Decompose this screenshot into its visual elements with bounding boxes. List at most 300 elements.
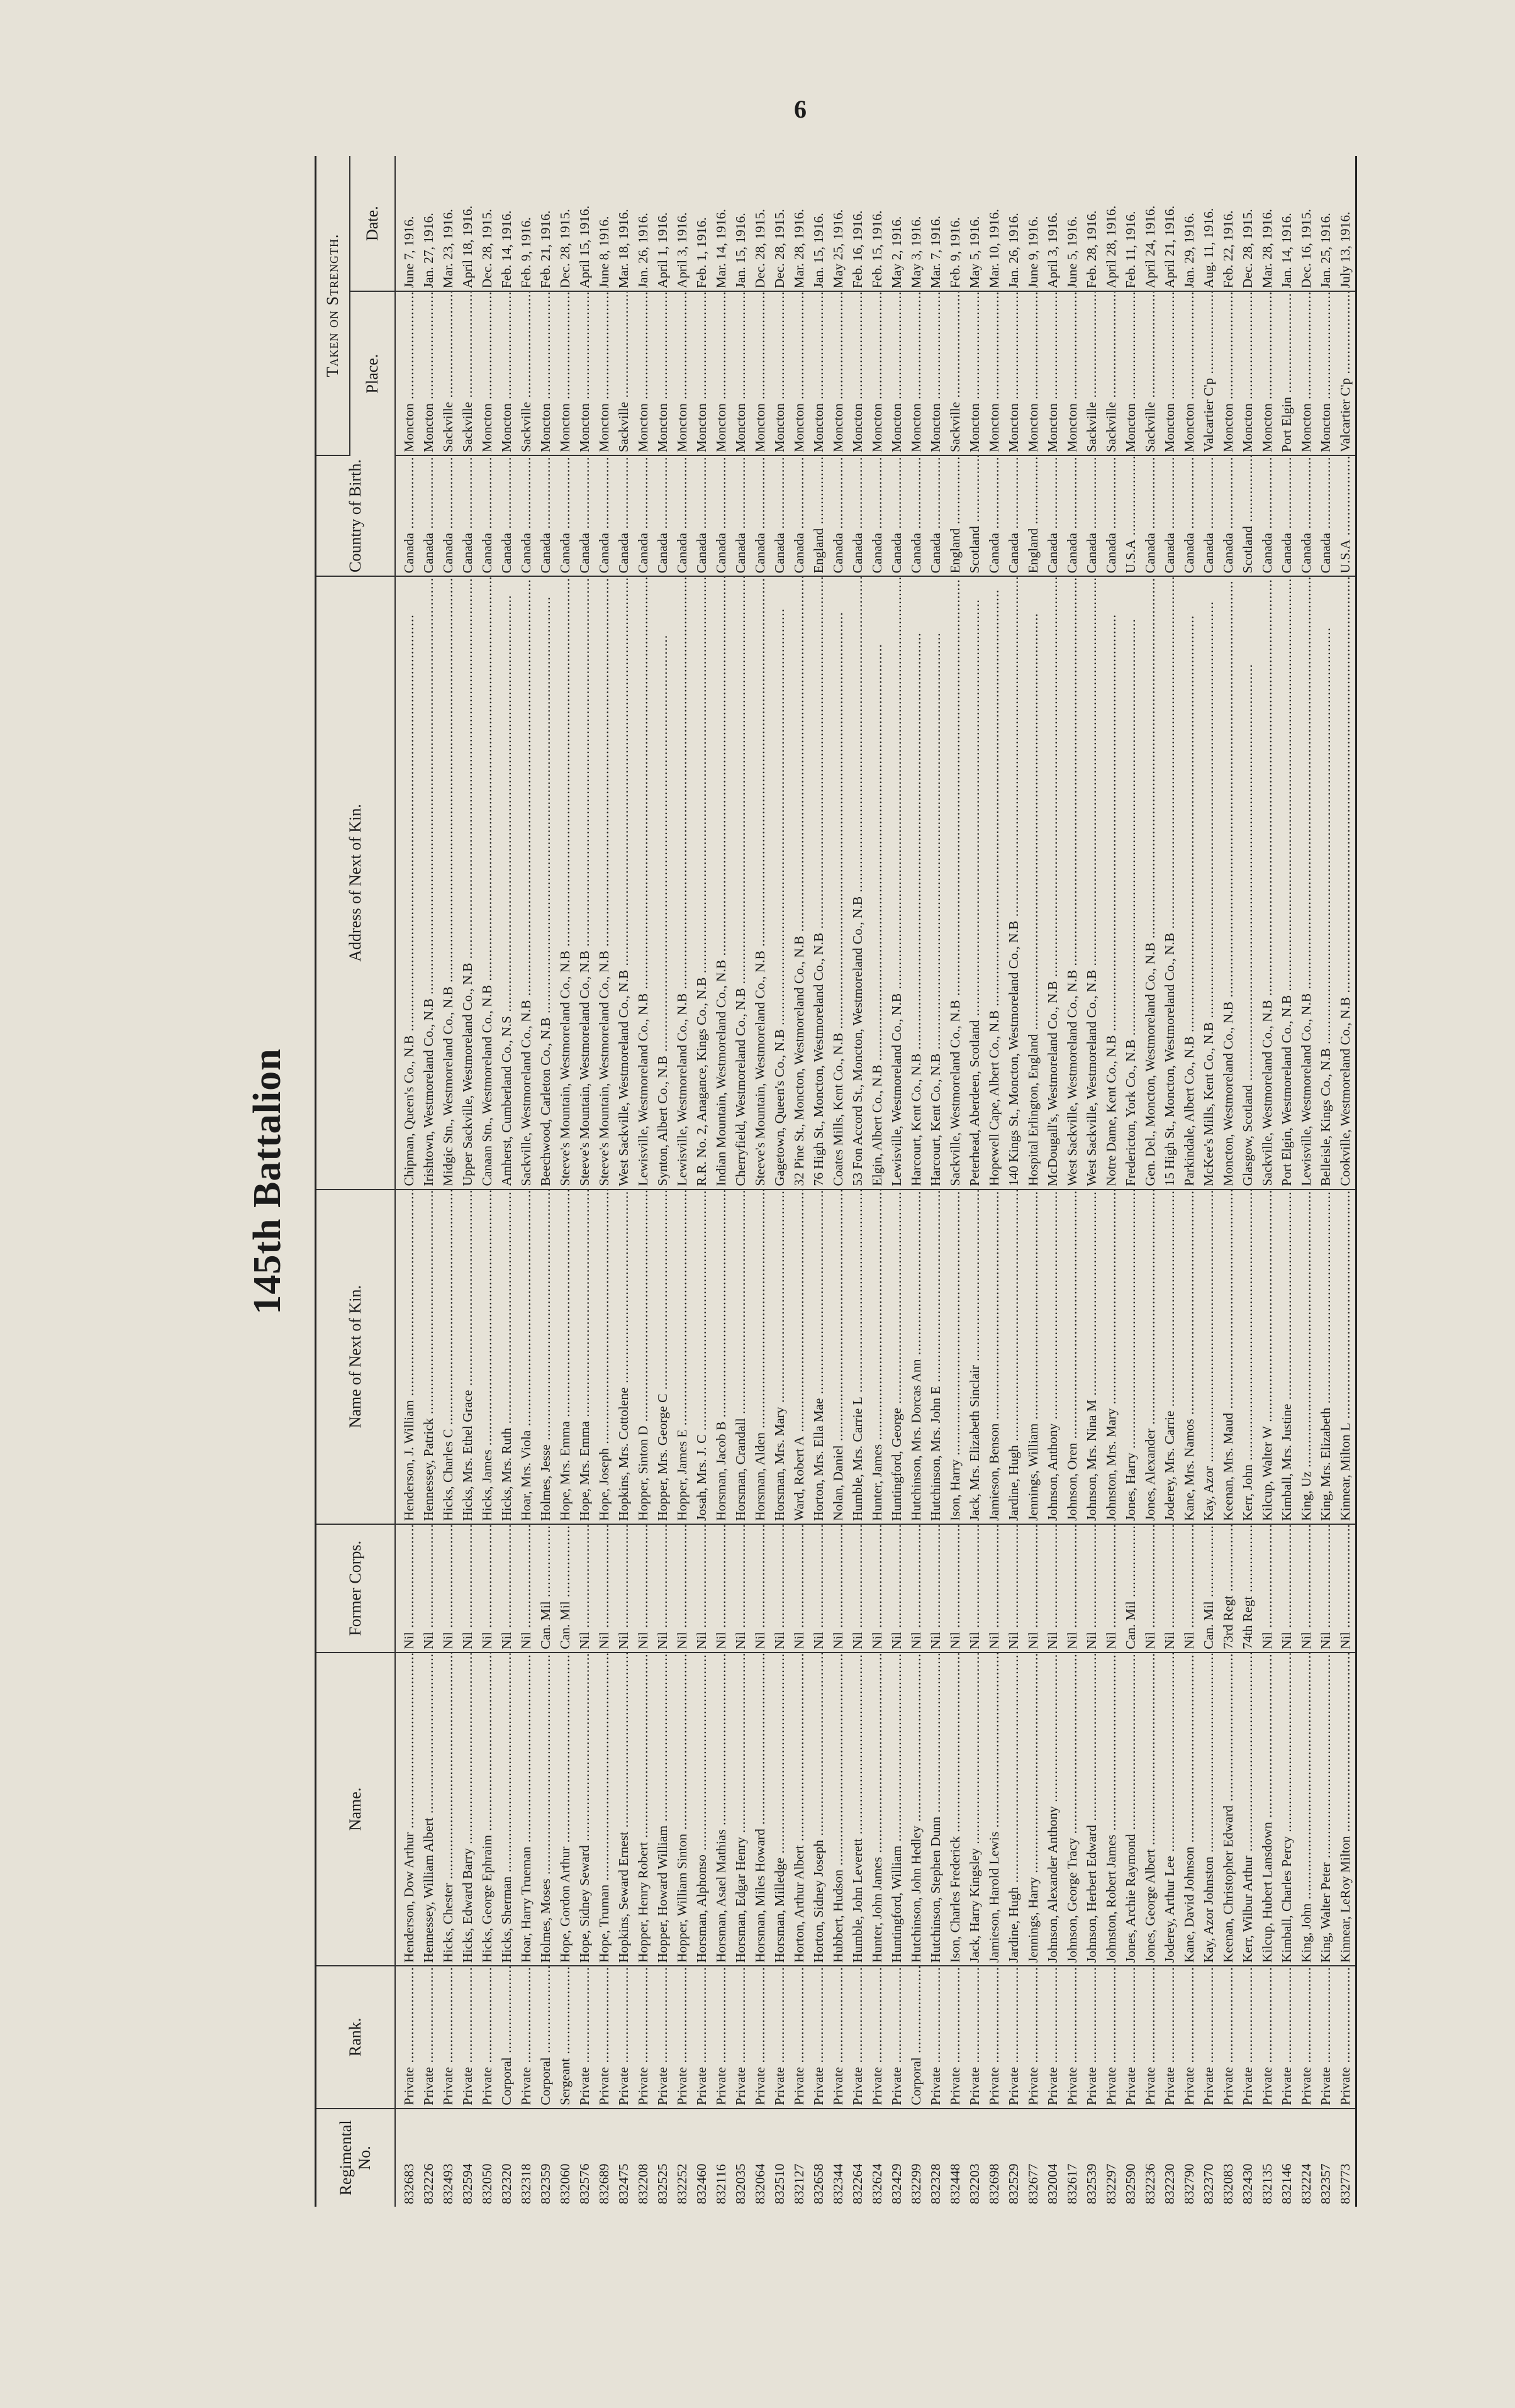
address-cell: 15 High St., Moncton, Westmoreland Co., N.B ..... [1160, 576, 1180, 1189]
rank-cell: Private ..... [1160, 1966, 1180, 2109]
place-cell: Moncton ..... [1160, 291, 1180, 455]
rank-cell: Private ..... [829, 1966, 848, 2109]
place-cell: Moncton ..... [653, 291, 673, 455]
place-cell: Sackville ..... [1141, 291, 1160, 455]
date-cell: Mar. 14, 1916. [712, 156, 731, 291]
rank-cell: Private ..... [1004, 1966, 1024, 2109]
country-cell: Scotland ..... [1238, 455, 1258, 577]
date-cell: May 2, 1916. [887, 156, 907, 291]
table-row [1199, 156, 1219, 2207]
rank-cell: Sergeant ..... [556, 1966, 575, 2109]
address-cell: 53 Fon Accord St., Moncton, Westmoreland Co., N.B ..... [848, 576, 868, 1189]
name-cell: Joderey, Arthur Lee ..... [1160, 1653, 1180, 1966]
next-of-kin-cell: Johnson, Mrs. Nina M ..... [1082, 1190, 1102, 1524]
date-cell: July 13, 1916. [1336, 156, 1356, 291]
country-cell: Canada ..... [439, 455, 458, 577]
name-cell: Hope, Sidney Seward ..... [575, 1653, 595, 1966]
country-cell: Canada ..... [1004, 455, 1024, 577]
place-cell: Sackville ..... [517, 291, 536, 455]
regimental-no-cell: 832510 [772, 2163, 787, 2204]
date-cell: April 1, 1916. [653, 156, 673, 291]
regimental-no-cell: 832146 [1279, 2163, 1294, 2204]
regimental-no-cell: 832252 [674, 2163, 690, 2204]
country-cell: Canada ..... [419, 455, 439, 577]
rank-cell: Private ..... [1043, 1966, 1063, 2109]
next-of-kin-cell: Johnston, Mrs. Mary ..... [1102, 1190, 1121, 1524]
next-of-kin-cell: Nolan, Daniel ..... [829, 1190, 848, 1524]
rank-cell: Corporal ..... [536, 1966, 556, 2109]
country-cell: Canada ..... [907, 455, 926, 577]
former-corps-cell: Nil ..... [946, 1524, 965, 1653]
former-corps-cell: Nil ..... [458, 1524, 478, 1653]
address-cell: Upper Sackville, Westmoreland Co., N.B ..... [458, 576, 478, 1189]
address-cell: Steeve's Mountain, Westmoreland Co., N.B ..... [595, 576, 614, 1189]
address-cell: Lewisville, Westmoreland Co., N.B ..... [673, 576, 692, 1189]
former-corps-cell: Nil ..... [1024, 1524, 1043, 1653]
place-cell: Moncton ..... [1063, 291, 1082, 455]
regimental-no-cell: 832050 [479, 2163, 495, 2204]
former-corps-cell: Nil ..... [614, 1524, 634, 1653]
country-cell: Canada ..... [1063, 455, 1082, 577]
next-of-kin-cell: Jamieson, Benson ..... [985, 1190, 1004, 1524]
former-corps-cell: Nil ..... [1258, 1524, 1277, 1653]
table-row [536, 156, 556, 2207]
date-cell: Mar. 18, 1916. [614, 156, 634, 291]
regimental-no-cell: 832430 [1240, 2163, 1255, 2204]
place-cell: Moncton ..... [1004, 291, 1024, 455]
next-of-kin-cell: Jones, Harry ..... [1121, 1190, 1141, 1524]
country-cell: Canada ..... [731, 455, 751, 577]
place-cell: Moncton ..... [1180, 291, 1199, 455]
country-cell: Canada ..... [848, 455, 868, 577]
place-cell: Moncton ..... [556, 291, 575, 455]
address-cell: R.R. No. 2, Anagance, Kings Co., N.B ..... [692, 576, 712, 1189]
name-cell: Jones, Archie Raymond ..... [1121, 1653, 1141, 1966]
place-cell: Moncton ..... [809, 291, 829, 455]
next-of-kin-cell: Johnson, Anthony ..... [1043, 1190, 1063, 1524]
table-row [1024, 156, 1043, 2207]
country-cell: Canada ..... [653, 455, 673, 577]
date-cell: June 7, 1916. [395, 156, 419, 291]
former-corps-cell: Nil ..... [1160, 1524, 1180, 1653]
address-cell: Coates Mills, Kent Co., N.B ..... [829, 576, 848, 1189]
next-of-kin-cell: Kilcup, Walter W ..... [1258, 1190, 1277, 1524]
name-cell: Jones, George Albert ..... [1141, 1653, 1160, 1966]
former-corps-cell: Nil ..... [653, 1524, 673, 1653]
address-cell: Parkindale, Albert Co., N.B ..... [1180, 576, 1199, 1189]
header-next-of-kin: Name of Next of Kin. [316, 1190, 396, 1524]
regimental-no-cell: 832576 [577, 2163, 592, 2204]
address-cell: Harcourt, Kent Co., N.B ..... [926, 576, 946, 1189]
table-row [478, 156, 497, 2207]
date-cell: Jan. 26, 1916. [634, 156, 653, 291]
name-cell: Hennessey, William Albert ..... [419, 1653, 439, 1966]
country-cell: Canada ..... [770, 455, 790, 577]
date-cell: Feb. 21, 1916. [536, 156, 556, 291]
former-corps-cell: Nil ..... [1004, 1524, 1024, 1653]
country-cell: Canada ..... [1160, 455, 1180, 577]
table-row [731, 156, 751, 2207]
next-of-kin-cell: Jennings, William ..... [1024, 1190, 1043, 1524]
place-cell: Moncton ..... [1024, 291, 1043, 455]
regimental-no-cell: 832370 [1201, 2163, 1216, 2204]
country-cell: Canada ..... [575, 455, 595, 577]
next-of-kin-cell: Hoar, Mrs. Viola ..... [517, 1190, 536, 1524]
roster-table [315, 156, 1357, 2207]
address-cell: West Sackville, Westmoreland Co., N.B ..... [1082, 576, 1102, 1189]
place-cell: Moncton ..... [926, 291, 946, 455]
date-cell: Feb. 1, 1916. [692, 156, 712, 291]
former-corps-cell: Nil ..... [1082, 1524, 1102, 1653]
address-cell: McKee's Mills, Kent Co., N.B ..... [1199, 576, 1219, 1189]
former-corps-cell: Can. Mil ..... [1199, 1524, 1219, 1653]
regimental-no-cell: 832297 [1104, 2163, 1119, 2204]
former-corps-cell: Nil ..... [395, 1524, 419, 1653]
place-cell: Sackville ..... [1102, 291, 1121, 455]
place-cell: Moncton ..... [887, 291, 907, 455]
date-cell: June 8, 1916. [595, 156, 614, 291]
name-cell: Jamieson, Harold Lewis ..... [985, 1653, 1004, 1966]
former-corps-cell: 73rd Regt ..... [1219, 1524, 1238, 1653]
former-corps-cell: Nil ..... [1316, 1524, 1336, 1653]
regimental-no-cell: 832236 [1143, 2163, 1158, 2204]
former-corps-cell: Nil ..... [419, 1524, 439, 1653]
name-cell: Holmes, Moses ..... [536, 1653, 556, 1966]
date-cell: Mar. 10, 1916. [985, 156, 1004, 291]
next-of-kin-cell: Jack, Mrs. Elizabeth Sinclair ..... [965, 1190, 985, 1524]
name-cell: Hopper, Howard William ..... [653, 1653, 673, 1966]
date-cell: Aug. 11, 1916. [1199, 156, 1219, 291]
name-cell: Humble, John Leverett ..... [848, 1653, 868, 1966]
name-cell: Huntingford, William ..... [887, 1653, 907, 1966]
table-row [419, 156, 439, 2207]
place-cell: Moncton ..... [1219, 291, 1238, 455]
place-cell: Moncton ..... [692, 291, 712, 455]
regimental-no-cell: 832689 [596, 2163, 612, 2204]
rank-cell: Private ..... [1199, 1966, 1219, 2109]
place-cell: Moncton ..... [419, 291, 439, 455]
rank-cell: Private ..... [439, 1966, 458, 2109]
next-of-kin-cell: Horton, Mrs. Ella Mae ..... [809, 1190, 829, 1524]
date-cell: Mar. 23, 1916. [439, 156, 458, 291]
name-cell: Horton, Arthur Albert ..... [790, 1653, 809, 1966]
former-corps-cell: Nil ..... [829, 1524, 848, 1653]
rank-cell: Private ..... [653, 1966, 673, 2109]
table-row [1238, 156, 1258, 2207]
name-cell: Horton, Sidney Joseph ..... [809, 1653, 829, 1966]
rank-cell: Private ..... [1063, 1966, 1082, 2109]
name-cell: Jack, Harry Kingsley ..... [965, 1653, 985, 1966]
name-cell: Hopper, Henry Robert ..... [634, 1653, 653, 1966]
rank-cell: Private ..... [1277, 1966, 1297, 2109]
next-of-kin-cell: Johnson, Oren ..... [1063, 1190, 1082, 1524]
date-cell: Jan. 29, 1916. [1180, 156, 1199, 291]
name-cell: Jennings, Harry ..... [1024, 1653, 1043, 1966]
next-of-kin-cell: Hennessey, Patrick ..... [419, 1190, 439, 1524]
next-of-kin-cell: Jones, Alexander ..... [1141, 1190, 1160, 1524]
country-cell: Canada ..... [478, 455, 497, 577]
place-cell: Valcartier C'p ..... [1199, 291, 1219, 455]
name-cell: Horsman, Asael Mathias ..... [712, 1653, 731, 1966]
regimental-no-cell: 832590 [1123, 2163, 1138, 2204]
rank-cell: Private ..... [1082, 1966, 1102, 2109]
regimental-no-cell: 832004 [1045, 2163, 1060, 2204]
next-of-kin-cell: Kimball, Mrs. Justine ..... [1277, 1190, 1297, 1524]
address-cell: Glasgow, Scotland ..... [1238, 576, 1258, 1189]
next-of-kin-cell: Hutchinson, Mrs. John E ..... [926, 1190, 946, 1524]
name-cell: Johnston, Robert James ..... [1102, 1653, 1121, 1966]
place-cell: Moncton ..... [1043, 291, 1063, 455]
table-row [985, 156, 1004, 2207]
former-corps-cell: Nil ..... [1336, 1524, 1356, 1653]
regimental-no-cell: 832208 [635, 2163, 651, 2204]
regimental-no-cell: 832060 [557, 2163, 573, 2204]
rank-cell: Private ..... [595, 1966, 614, 2109]
name-cell: Kane, David Johnson ..... [1180, 1653, 1199, 1966]
name-cell: Kerr, Wilbur Arthur ..... [1238, 1653, 1258, 1966]
former-corps-cell: Nil ..... [887, 1524, 907, 1653]
date-cell: June 9, 1916. [1024, 156, 1043, 291]
place-cell: Moncton ..... [868, 291, 887, 455]
rank-cell: Private ..... [1180, 1966, 1199, 2109]
place-cell: Moncton ..... [595, 291, 614, 455]
country-cell: England ..... [946, 455, 965, 577]
address-cell: Lewisville, Westmoreland Co., N.B ..... [887, 576, 907, 1189]
next-of-kin-cell: Hopper, James E ..... [673, 1190, 692, 1524]
country-cell: Canada ..... [497, 455, 517, 577]
date-cell: Dec. 28, 1915. [478, 156, 497, 291]
place-cell: Moncton ..... [575, 291, 595, 455]
address-cell: Gagetown, Queen's Co., N.B ..... [770, 576, 790, 1189]
date-cell: May 5, 1916. [965, 156, 985, 291]
place-cell: Moncton ..... [985, 291, 1004, 455]
country-cell: Canada ..... [1082, 455, 1102, 577]
rank-cell: Private ..... [478, 1966, 497, 2109]
date-cell: Dec. 28, 1915. [751, 156, 770, 291]
table-row [965, 156, 985, 2207]
address-cell: Belleisle, Kings Co., N.B ..... [1316, 576, 1336, 1189]
table-row [1121, 156, 1141, 2207]
rank-cell: Private ..... [692, 1966, 712, 2109]
date-cell: April 3, 1916. [673, 156, 692, 291]
name-cell: Hubbert, Hudson ..... [829, 1653, 848, 1966]
regimental-no-cell: 832318 [518, 2163, 534, 2204]
regimental-no-cell: 832116 [713, 2164, 729, 2204]
rank-cell: Private ..... [965, 1966, 985, 2109]
rank-cell: Private ..... [848, 1966, 868, 2109]
former-corps-cell: Can. Mil ..... [1121, 1524, 1141, 1653]
former-corps-cell: Nil ..... [907, 1524, 926, 1653]
address-cell: Moncton, Westmoreland Co., N.B ..... [1219, 576, 1238, 1189]
name-cell: Kay, Azor Johnston ..... [1199, 1653, 1219, 1966]
rank-cell: Private ..... [868, 1966, 887, 2109]
former-corps-cell: Nil ..... [673, 1524, 692, 1653]
place-cell: Moncton ..... [536, 291, 556, 455]
next-of-kin-cell: Kane, Mrs. Namos ..... [1180, 1190, 1199, 1524]
former-corps-cell: Nil ..... [751, 1524, 770, 1653]
regimental-no-cell: 832226 [421, 2163, 436, 2204]
address-cell: Lewisville, Westmoreland Co., N.B ..... [1297, 576, 1316, 1189]
regimental-no-cell: 832083 [1221, 2163, 1236, 2204]
table-row [653, 156, 673, 2207]
next-of-kin-cell: Holmes, Jesse ..... [536, 1190, 556, 1524]
regimental-no-cell: 832224 [1299, 2163, 1314, 2204]
table-row [1336, 156, 1356, 2207]
country-cell: U.S.A ..... [1121, 455, 1141, 577]
date-cell: Feb. 16, 1916. [848, 156, 868, 291]
country-cell: Canada ..... [790, 455, 809, 577]
date-cell: Jan. 15, 1916. [809, 156, 829, 291]
table-row [614, 156, 634, 2207]
next-of-kin-cell: Hicks, Charles C ..... [439, 1190, 458, 1524]
next-of-kin-cell: Hopper, Mrs. George C ..... [653, 1190, 673, 1524]
regimental-no-cell: 832539 [1084, 2163, 1099, 2204]
name-cell: Kimball, Charles Percy ..... [1277, 1653, 1297, 1966]
country-cell: Canada ..... [1102, 455, 1121, 577]
name-cell: Hopkins, Seward Ernest ..... [614, 1653, 634, 1966]
former-corps-cell: Nil ..... [1043, 1524, 1063, 1653]
name-cell: Henderson, Dow Arthur ..... [395, 1653, 419, 1966]
next-of-kin-cell: Hope, Mrs. Emma ..... [575, 1190, 595, 1524]
address-cell: Steeve's Mountain, Westmoreland Co., N.B ..... [575, 576, 595, 1189]
place-cell: Moncton ..... [395, 291, 419, 455]
table-row [1141, 156, 1160, 2207]
name-cell: Hicks, Edward Barry ..... [458, 1653, 478, 1966]
name-cell: Hicks, George Ephraim ..... [478, 1653, 497, 1966]
next-of-kin-cell: Hicks, James ..... [478, 1190, 497, 1524]
name-cell: Horsman, Alphonso ..... [692, 1653, 712, 1966]
rank-cell: Private ..... [458, 1966, 478, 2109]
rank-cell: Private ..... [1024, 1966, 1043, 2109]
country-cell: Canada ..... [1258, 455, 1277, 577]
name-cell: Hopper, William Sinton ..... [673, 1653, 692, 1966]
date-cell: April 3, 1916. [1043, 156, 1063, 291]
place-cell: Moncton ..... [1258, 291, 1277, 455]
name-cell: Johnson, Alexander Anthony ..... [1043, 1653, 1063, 1966]
former-corps-cell: Nil ..... [1063, 1524, 1082, 1653]
regimental-no-cell: 832344 [830, 2163, 846, 2204]
regimental-no-cell: 832299 [908, 2163, 924, 2204]
name-cell: Keenan, Christopher Edward ..... [1219, 1653, 1238, 1966]
rank-cell: Private ..... [731, 1966, 751, 2109]
table-row [595, 156, 614, 2207]
former-corps-cell: Nil ..... [439, 1524, 458, 1653]
date-cell: Mar. 28, 1916. [790, 156, 809, 291]
former-corps-cell: Nil ..... [1277, 1524, 1297, 1653]
date-cell: May 25, 1916. [829, 156, 848, 291]
place-cell: Moncton ..... [497, 291, 517, 455]
header-rank: Rank. [316, 1966, 396, 2109]
table-row [1277, 156, 1297, 2207]
former-corps-cell: Nil ..... [517, 1524, 536, 1653]
name-cell: Hutchinson, Stephen Dunn ..... [926, 1653, 946, 1966]
place-cell: Sackville ..... [439, 291, 458, 455]
table-row [1316, 156, 1336, 2207]
place-cell: Valcartier C'p ..... [1336, 291, 1356, 455]
place-cell: Moncton ..... [770, 291, 790, 455]
country-cell: Canada ..... [829, 455, 848, 577]
table-row [751, 156, 770, 2207]
place-cell: Moncton ..... [731, 291, 751, 455]
next-of-kin-cell: Kay, Azor ..... [1199, 1190, 1219, 1524]
country-cell: Canada ..... [712, 455, 731, 577]
next-of-kin-cell: Humble, Mrs. Carrie L ..... [848, 1190, 868, 1524]
date-cell: Dec. 28, 1915. [556, 156, 575, 291]
name-cell: King, John ..... [1297, 1653, 1316, 1966]
table-row [1258, 156, 1277, 2207]
next-of-kin-cell: Hope, Joseph ..... [595, 1190, 614, 1524]
name-cell: Horsman, Edgar Henry ..... [731, 1653, 751, 1966]
address-cell: Elgin, Albert Co., N.B ..... [868, 576, 887, 1189]
address-cell: Sackville, Westmoreland Co., N.B ..... [517, 576, 536, 1189]
rank-cell: Private ..... [419, 1966, 439, 2109]
former-corps-cell: Nil ..... [1141, 1524, 1160, 1653]
next-of-kin-cell: Horsman, Crandall ..... [731, 1190, 751, 1524]
country-cell: Canada ..... [536, 455, 556, 577]
rank-cell: Private ..... [1238, 1966, 1258, 2109]
next-of-kin-cell: Hopkins, Mrs. Cottolene ..... [614, 1190, 634, 1524]
rank-cell: Private ..... [575, 1966, 595, 2109]
former-corps-cell: Nil ..... [926, 1524, 946, 1653]
next-of-kin-cell: Jardine, Hugh ..... [1004, 1190, 1024, 1524]
date-cell: Jan. 25, 1916. [1316, 156, 1336, 291]
date-cell: Dec. 16, 1915. [1297, 156, 1316, 291]
next-of-kin-cell: Horsman, Alden ..... [751, 1190, 770, 1524]
table-row [1004, 156, 1024, 2207]
regimental-no-cell: 832460 [694, 2163, 709, 2204]
place-cell: Moncton ..... [907, 291, 926, 455]
date-cell: Feb. 14, 1916. [497, 156, 517, 291]
address-cell: Harcourt, Kent Co., N.B ..... [907, 576, 926, 1189]
header-country-of-birth: Country of Birth. [316, 455, 396, 577]
rank-cell: Private ..... [926, 1966, 946, 2109]
next-of-kin-cell: King, Mrs. Elizabeth ..... [1316, 1190, 1336, 1524]
table-row [692, 156, 712, 2207]
next-of-kin-cell: Henderson, J. William ..... [395, 1190, 419, 1524]
country-cell: Canada ..... [458, 455, 478, 577]
address-cell: Cookville, Westmoreland Co., N.B ..... [1336, 576, 1356, 1189]
regimental-no-cell: 832773 [1338, 2163, 1353, 2204]
table-row [809, 156, 829, 2207]
former-corps-cell: Nil ..... [575, 1524, 595, 1653]
name-cell: Hope, Truman ..... [595, 1653, 614, 1966]
table-row [439, 156, 458, 2207]
name-cell: Hicks, Sherman ..... [497, 1653, 517, 1966]
former-corps-cell: 74th Regt ..... [1238, 1524, 1258, 1653]
next-of-kin-cell: Huntingford, George ..... [887, 1190, 907, 1524]
place-cell: Moncton ..... [673, 291, 692, 455]
address-cell: Lewisville, Westmoreland Co., N.B ..... [634, 576, 653, 1189]
country-cell: Canada ..... [1277, 455, 1297, 577]
address-cell: Notre Dame, Kent Co., N.B ..... [1102, 576, 1121, 1189]
address-cell: Irishtown, Westmoreland Co., N.B ..... [419, 576, 439, 1189]
rank-cell: Private ..... [673, 1966, 692, 2109]
table-row [1219, 156, 1238, 2207]
regimental-no-cell: 832320 [499, 2163, 514, 2204]
address-cell: Indian Mountain, Westmoreland Co., N.B ..... [712, 576, 731, 1189]
country-cell: Canada ..... [868, 455, 887, 577]
place-cell: Moncton ..... [790, 291, 809, 455]
address-cell: Steeve's Mountain, Westmoreland Co., N.B ..... [751, 576, 770, 1189]
date-cell: April 24, 1916. [1141, 156, 1160, 291]
place-cell: Moncton ..... [848, 291, 868, 455]
name-cell: Kilcup, Hubert Lansdown ..... [1258, 1653, 1277, 1966]
next-of-kin-cell: Hutchinson, Mrs. Dorcas Ann ..... [907, 1190, 926, 1524]
regimental-no-cell: 832529 [1006, 2163, 1021, 2204]
rank-cell: Private ..... [634, 1966, 653, 2109]
rank-cell: Private ..... [1141, 1966, 1160, 2109]
table-row [497, 156, 517, 2207]
